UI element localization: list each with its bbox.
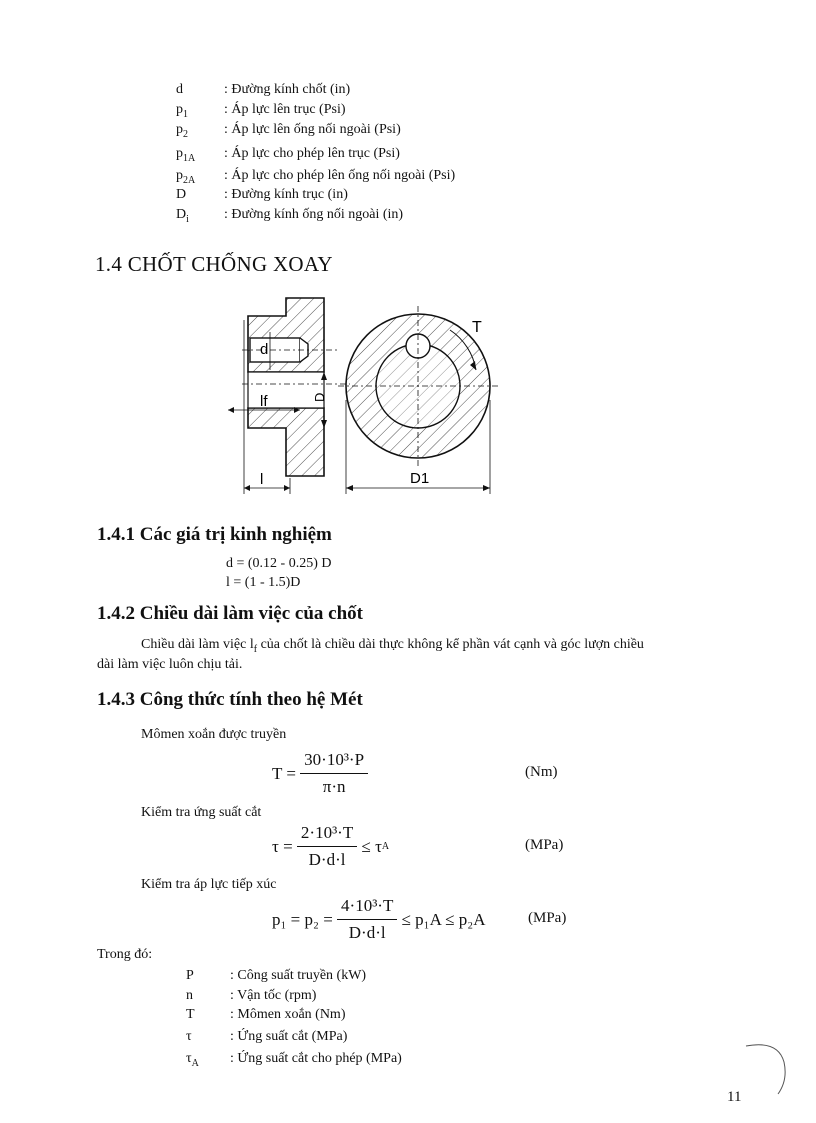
def-row-T: T : Mômen xoắn (Nm) [186, 1007, 346, 1022]
label-D: D [312, 392, 327, 402]
label-contact: Kiểm tra áp lực tiếp xúc [141, 877, 277, 892]
def-desc: : Đường kính trục (in) [224, 187, 348, 202]
def-row-n: n : Vận tốc (rpm) [186, 988, 317, 1003]
label-torque: Mômen xoắn được truyền [141, 727, 287, 742]
def-symbol: $p_1$ [176, 102, 188, 120]
section-view [228, 298, 350, 494]
page-curl-mark [744, 1040, 794, 1100]
unit-shear: (MPa) [525, 837, 564, 853]
label-D1: D1 [410, 470, 430, 487]
def-row-p1 [176, 102, 346, 123]
def-row-tau: τ : Ứng suất cắt (MPa) [186, 1029, 348, 1044]
def-symbol: D [176, 187, 187, 202]
def-row-p2a [176, 168, 455, 189]
def-desc: : Áp lực cho phép lên trục (Psi) [224, 146, 400, 161]
def-row-p2 [176, 122, 401, 143]
label-shear: Kiểm tra ứng suất cắt [141, 805, 262, 820]
def-row-Di [176, 207, 403, 228]
formula-shear: τ = $\frac{\text{2·10³·T}}{D\cdot d\cdot l}$ ≤ τ A [272, 823, 390, 869]
working-length-paragraph: Chiều dài làm việc $l_f$ của chốt là chiều dài thực không kể phần vát cạnh và góc lượn chiều [141, 637, 644, 655]
subsection-1-4-3-title: 1.4.3 Công thức tính theo hệ Mét [97, 689, 363, 710]
label-T: T [472, 319, 482, 336]
subsection-1-4-2-title: 1.4.2 Chiều dài làm việc của chốt [97, 603, 363, 624]
formula-torque: T = $\frac{\text{30·10³·P}}{\pi\cdot n}$ [272, 750, 368, 797]
anti-rotation-pin-drawing [220, 290, 500, 496]
def-symbol: $D_i$ [176, 207, 189, 225]
def-desc: : Áp lực lên trục (Psi) [224, 102, 346, 117]
def-symbol: $p_2$ [176, 122, 188, 140]
def-desc: : Áp lực lên ống nối ngoài (Psi) [224, 122, 401, 137]
where-label: Trong đó: [97, 947, 153, 962]
def-desc: : Áp lực cho phép lên ống nối ngoài (Psi) [224, 168, 456, 183]
page-number: 11 [727, 1089, 742, 1105]
formula-contact: p₁ = p₂ = $\frac{\text{4·10³·T}}{D\cdot d\cdot l}$ ≤ p₁A ≤ p₂A [272, 896, 486, 942]
empirical-d: d = (0.12 - 0.25) D [226, 556, 332, 571]
def-symbol: $p_{1A}$ [176, 146, 196, 164]
subsection-1-4-1-title: 1.4.1 Các giá trị kinh nghiệm [97, 524, 332, 545]
unit-torque: (Nm) [525, 764, 558, 780]
def-symbol: d [176, 82, 183, 97]
def-row-d [176, 82, 350, 98]
section-title: 1.4 CHỐT CHỐNG XOAY [95, 252, 333, 276]
def-desc: : Đường kính ống nối ngoài (in) [224, 207, 404, 222]
label-l: l [260, 471, 264, 488]
label-d: d [260, 341, 269, 358]
def-row-p1a [176, 146, 400, 167]
unit-contact: (MPa) [528, 910, 567, 926]
def-row-D [176, 187, 348, 203]
empirical-l: l = (1 - 1.5)D [226, 575, 301, 590]
def-row-tau-a: $\tau_A$ : Ứng suất cắt cho phép (MPa) [186, 1051, 402, 1069]
label-lf: lf [260, 393, 268, 410]
end-view [338, 306, 498, 494]
def-symbol: $p_{2A}$ [176, 168, 196, 186]
def-row-P: P : Công suất truyền (kW) [186, 968, 367, 983]
working-length-paragraph-line2: dài làm việc luôn chịu tải. [97, 657, 243, 672]
def-desc: : Đường kính chốt (in) [224, 82, 351, 97]
